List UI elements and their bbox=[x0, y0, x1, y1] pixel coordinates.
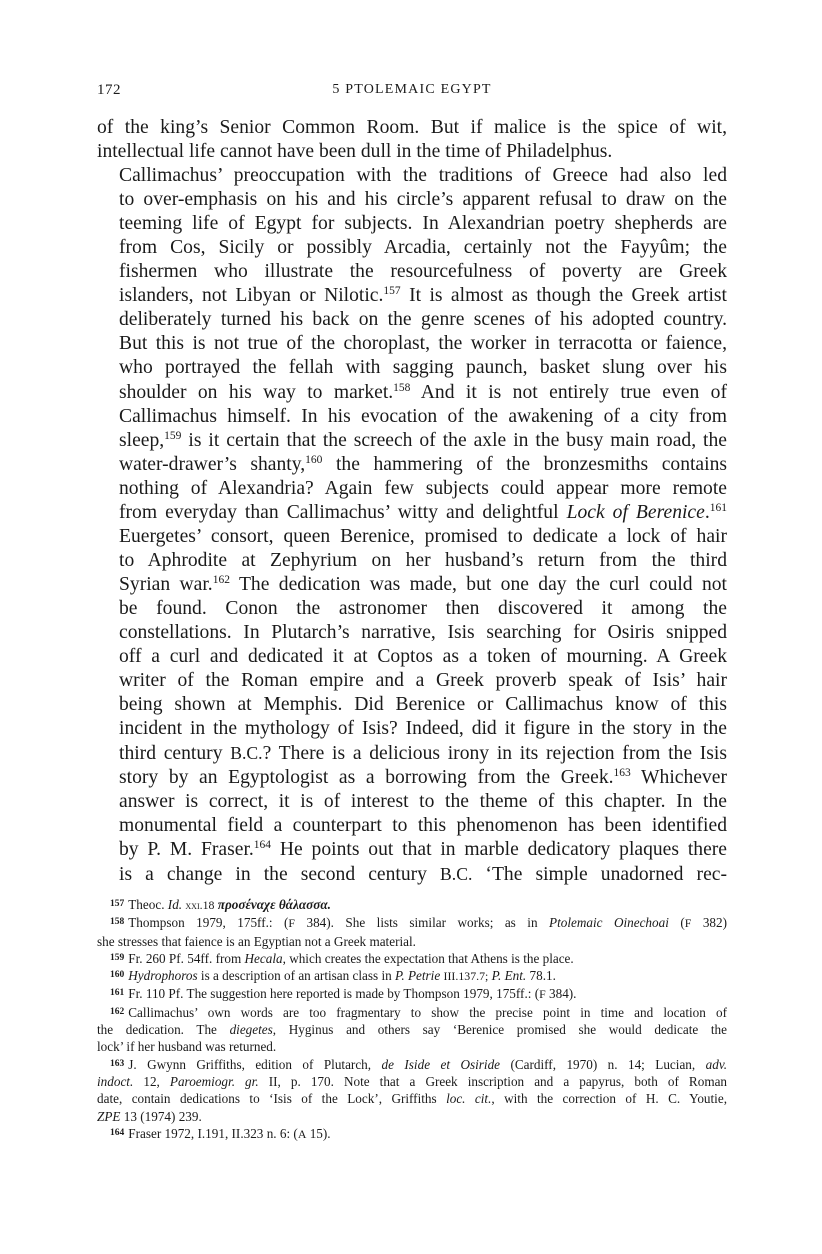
text-line: fishermen who illustrate the resourcefulness of poverty are Greek bbox=[119, 261, 727, 283]
text-line: answer is correct, it is of interest to the theme of this chapter. In the bbox=[119, 791, 727, 813]
footnote-number: 158 bbox=[110, 917, 125, 928]
era-abbreviation: B.C. bbox=[230, 743, 263, 764]
footnote-158: $^{158}$ Thompson 1979, 175ff.: (F 384). She lists similar works; as in Ptolemaic Oinechoai (F 382) she stresses that faience is an Egyptian not a Greek material. bbox=[97, 915, 728, 949]
text-line: Syrian war.$^{162}$ The dedication was made, but one day the curl could not bbox=[119, 573, 727, 595]
running-head bbox=[97, 82, 727, 108]
page-number: 172 bbox=[97, 82, 121, 98]
text-line: Euergetes’ consort, queen Berenice, promised to dedicate a lock of hair bbox=[119, 525, 727, 547]
text-line: writer of the Roman empire and a Greek proverb speak of Isis’ hair bbox=[119, 670, 727, 692]
text-line: deliberately turned his back on the genre scenes of his adopted country. bbox=[119, 309, 727, 331]
text-line: to over-emphasis on his and his circle’s apparent refusal to draw on the bbox=[119, 189, 727, 211]
title-lock-of-berenice: Lock of Berenice bbox=[566, 501, 705, 523]
footnote-163: $^{163}$ J. Gwynn Griffiths, edition of Plutarch, de Iside et Osiride (Cardiff, 1970) n. 14; Lucian, adv. indoct. 12, Paroemiogr. gr. II, p. 170. Note that a Greek inscription and a papyrus, both of Roman date, contain dedications to ‘Isis of the Lock’, Griffiths loc. cit., with the correction of H. C. Youtie, ZPE 13 (1974) 239. bbox=[97, 1056, 728, 1124]
greek-quote: προσέναχε θάλασσα. bbox=[217, 897, 331, 912]
text-line: be found. Conon the astronomer then discovered it among the bbox=[119, 597, 727, 619]
footnote-number: 160 bbox=[110, 970, 125, 981]
book-page bbox=[97, 82, 727, 888]
chapter-title: 5 PTOLEMAIC EGYPT bbox=[332, 82, 492, 97]
text-line: is a change in the second century B.C. ‘The simple unadorned rec- bbox=[119, 864, 727, 886]
footnotes bbox=[97, 896, 727, 1143]
text-line: third century B.C.? There is a delicious irony in its rejection from the Isis bbox=[119, 743, 727, 765]
footnote-159: $^{159}$ Fr. 260 Pf. 54ff. from Hecala, which creates the expectation that Athens is the place. bbox=[110, 950, 574, 966]
footnote-number: 163 bbox=[110, 1058, 125, 1069]
footnote-ref-159[interactable]: 159 bbox=[164, 429, 182, 442]
text-line: from Cos, Sicily or possibly Arcadia, certainly not the Fayyûm; the bbox=[119, 237, 727, 259]
text-line: constellations. In Plutarch’s narrative, Isis searching for Osiris snipped bbox=[119, 621, 727, 643]
text-line: to Aphrodite at Zephyrium on her husband’s return from the third bbox=[119, 549, 727, 571]
paragraph-callimachus bbox=[97, 164, 727, 887]
footnote-ref-162[interactable]: 162 bbox=[212, 573, 230, 586]
text-line: who portrayed the fellah with sagging paunch, basket slung over his bbox=[119, 357, 727, 379]
footnote-number: 162 bbox=[110, 1006, 125, 1017]
footnote-number: 157 bbox=[110, 899, 125, 909]
footnote-160: $^{160}$ Hydrophoros is a description of an artisan class in P. Petrie III.137.7; P. Ent. 78.1. bbox=[110, 968, 556, 984]
footnote-157: $^{157}$ Theoc. Id. xxi.18 προσέναχε θάλασσα. bbox=[110, 897, 331, 912]
footnote-number: 161 bbox=[110, 988, 125, 999]
text-line: by P. M. Fraser.$^{164}$ He points out that in marble dedicatory plaques there bbox=[119, 839, 727, 861]
footnote-number: 159 bbox=[110, 952, 125, 963]
footnote-ref-164[interactable]: 164 bbox=[253, 839, 272, 852]
footnote-ref-160[interactable]: 160 bbox=[305, 453, 323, 466]
era-abbreviation: B.C. bbox=[440, 864, 473, 885]
footnote-ref-157[interactable]: 157 bbox=[383, 285, 401, 298]
text-line: shoulder on his way to market.$^{158}$ And it is not entirely true even of bbox=[119, 381, 727, 403]
main-text bbox=[97, 116, 727, 888]
text-line: story by an Egyptologist as a borrowing from the Greek.$^{163}$ Whichever bbox=[119, 767, 727, 789]
paragraph-continued bbox=[97, 116, 727, 164]
text-line: sleep,$^{159}$ is it certain that the screech of the axle in the busy main road, the bbox=[119, 429, 727, 451]
text-line: nothing of Alexandria? Again few subjects could appear more remote bbox=[119, 477, 727, 499]
text-line: islanders, not Libyan or Nilotic.$^{157}$ It is almost as though the Greek artist bbox=[119, 285, 727, 307]
text-line: monumental field a counterpart to this phenomenon has been identified bbox=[119, 815, 727, 837]
text-line: water-drawer’s shanty,$^{160}$ the hammering of the bronzesmiths contains bbox=[119, 453, 727, 475]
footnote-161: $^{161}$ Fr. 110 Pf. The suggestion here reported is made by Thompson 1979, 175ff.: (F 384). bbox=[110, 986, 577, 1002]
footnote-ref-161[interactable]: 161 bbox=[709, 501, 727, 514]
text-line: from everyday than Callimachus’ witty and delightful Lock of Berenice.$^{161}$ bbox=[119, 501, 727, 523]
footnote-number: 164 bbox=[110, 1127, 125, 1138]
text-line: being shown at Memphis. Did Berenice or Callimachus know of this bbox=[119, 694, 727, 716]
text-line: off a curl and dedicated it at Coptos as a token of mourning. A Greek bbox=[119, 646, 727, 668]
text-line: intellectual life cannot have been dull in the time of Philadelphus. bbox=[97, 141, 613, 163]
text-line: Callimachus himself. In his evocation of the awakening of a city from bbox=[119, 405, 727, 427]
text-line: But this is not true of the choroplast, the worker in terracotta or faience, bbox=[119, 333, 727, 355]
footnote-ref-163[interactable]: 163 bbox=[613, 767, 631, 780]
footnote-162: $^{162}$ Callimachus’ own words are too fragmentary to show the precise point in time and location of the dedication. The diegetes, Hyginus and others say ‘Berenice promised she would dedicate the lock’ if her husband was returned. bbox=[97, 1004, 728, 1055]
text-line: teeming life of Egypt for subjects. In Alexandrian poetry shepherds are bbox=[119, 213, 727, 235]
footnote-164: $^{164}$ Fraser 1972, I.191, II.323 n. 6: (A 15). bbox=[110, 1125, 331, 1141]
text-line: Callimachus’ preoccupation with the traditions of Greece had also led bbox=[119, 165, 727, 187]
text-line: incident in the mythology of Isis? Indeed, did it figure in the story in the bbox=[119, 718, 727, 740]
footnote-ref-158[interactable]: 158 bbox=[393, 381, 411, 394]
text-line: of the king’s Senior Common Room. But if malice is the spice of wit, bbox=[97, 117, 727, 138]
